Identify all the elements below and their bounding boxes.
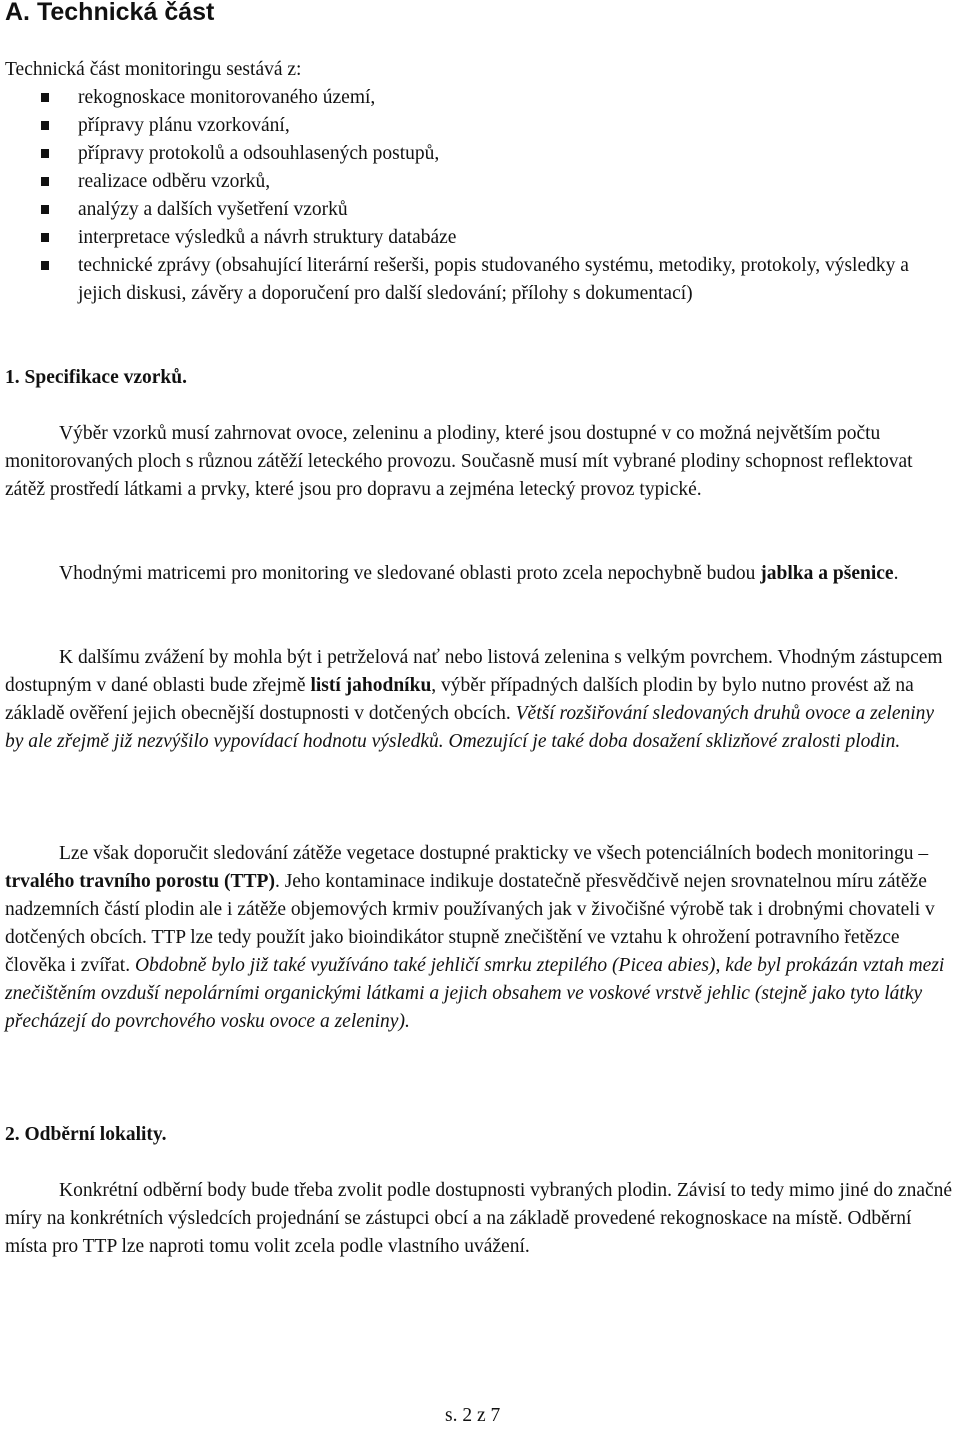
list-item: přípravy plánu vzorkování, bbox=[5, 112, 950, 140]
bullet-list bbox=[5, 84, 950, 308]
list-item: analýzy a dalších vyšetření vzorků bbox=[5, 196, 950, 224]
bullet-icon bbox=[41, 261, 49, 270]
bullet-icon bbox=[41, 177, 49, 186]
paragraph: Vhodnými matricemi pro monitoring ve sledované oblasti proto zcela nepochybně budou jablka a pšenice. bbox=[59, 563, 899, 584]
list-item: přípravy protokolů a odsouhlasených postupů, bbox=[5, 140, 950, 168]
bullet-icon bbox=[41, 205, 49, 214]
list-item: interpretace výsledků a návrh struktury databáze bbox=[5, 224, 950, 252]
bullet-icon bbox=[41, 149, 49, 158]
bullet-icon bbox=[41, 121, 49, 130]
page-number: s. 2 z 7 bbox=[445, 1405, 501, 1426]
list-item: technické zprávy (obsahující literární rešerši, popis studovaného systému, metodiky, protokoly, výsledky a jejich diskusi, závěry a doporučení pro další sledování; přílohy s dokumentací) bbox=[5, 252, 950, 308]
list-item: rekognoskace monitorovaného území, bbox=[5, 84, 950, 112]
intro-text: Technická část monitoringu sestává z: bbox=[5, 59, 302, 80]
paragraph: Lze však doporučit sledování zátěže vegetace dostupné prakticky ve všech potenciálních bodech monitoringu – trvalého travního porostu (TTP). Jeho kontaminace indikuje dostatečně přesvědčivě nejen srovnatelnou míru zátěže nadzemních částí plodin ale i zátěže objemových krmiv používaných jak v živočišné výrobě tak i drobnými chovateli v dotčených obcích. TTP lze tedy použít jako bioindikátor stupně znečištění ve vztahu k ohrožení potravního řetězce člověka i zvířat. Obdobně bylo již také využíváno také jehličí smrku ztepilého (Picea abies), kde byl prokázán vztah mezi znečištěním ovzduší nepolárními organickými látkami a jejich obsahem ve voskové vrstvě jehlic (stejně jako tyto látky přecházejí do povrchového vosku ovoce a zeleniny). bbox=[5, 843, 945, 1032]
page-title: A. Technická část bbox=[5, 0, 215, 26]
paragraph: Konkrétní odběrní body bude třeba zvolit podle dostupnosti vybraných plodin. Závisí to tedy mimo jiné do značné míry na konkrétních výsledcích projednání se zástupci obcí a na základě provedené rekognoskace na místě. Odběrní místa pro TTP lze naproti tomu volit zcela podle vlastního uvážení. bbox=[5, 1180, 953, 1257]
bullet-icon bbox=[41, 93, 49, 102]
paragraph: Výběr vzorků musí zahrnovat ovoce, zeleninu a plodiny, které jsou dostupné v co možná největším počtu monitorovaných ploch s různou zátěží leteckého provozu. Současně musí mít vybrané plodiny schopnost reflektovat zátěž prostředí látkami a prvky, které jsou pro dopravu a zejména letecký provoz typické. bbox=[5, 423, 913, 500]
paragraph: K dalšímu zvážení by mohla být i petrželová nať nebo listová zelenina s velkým povrchem. Vhodným zástupcem dostupným v dané oblasti bude zřejmě listí jahodníku, výběr případných dalších plodin by bylo nutno provést až na základě ověření jejich obecnější dostupnosti v dotčených obcích. Větší rozšiřování sledovaných druhů ovoce a zeleniny by ale zřejmě již nezvýšilo vypovídací hodnotu výsledků. Omezující je také doba dosažení sklizňové zralosti plodin. bbox=[5, 647, 943, 752]
section-heading: 2. Odběrní lokality. bbox=[5, 1124, 167, 1145]
bullet-icon bbox=[41, 233, 49, 242]
section-heading: 1. Specifikace vzorků. bbox=[5, 367, 187, 388]
list-item: realizace odběru vzorků, bbox=[5, 168, 950, 196]
